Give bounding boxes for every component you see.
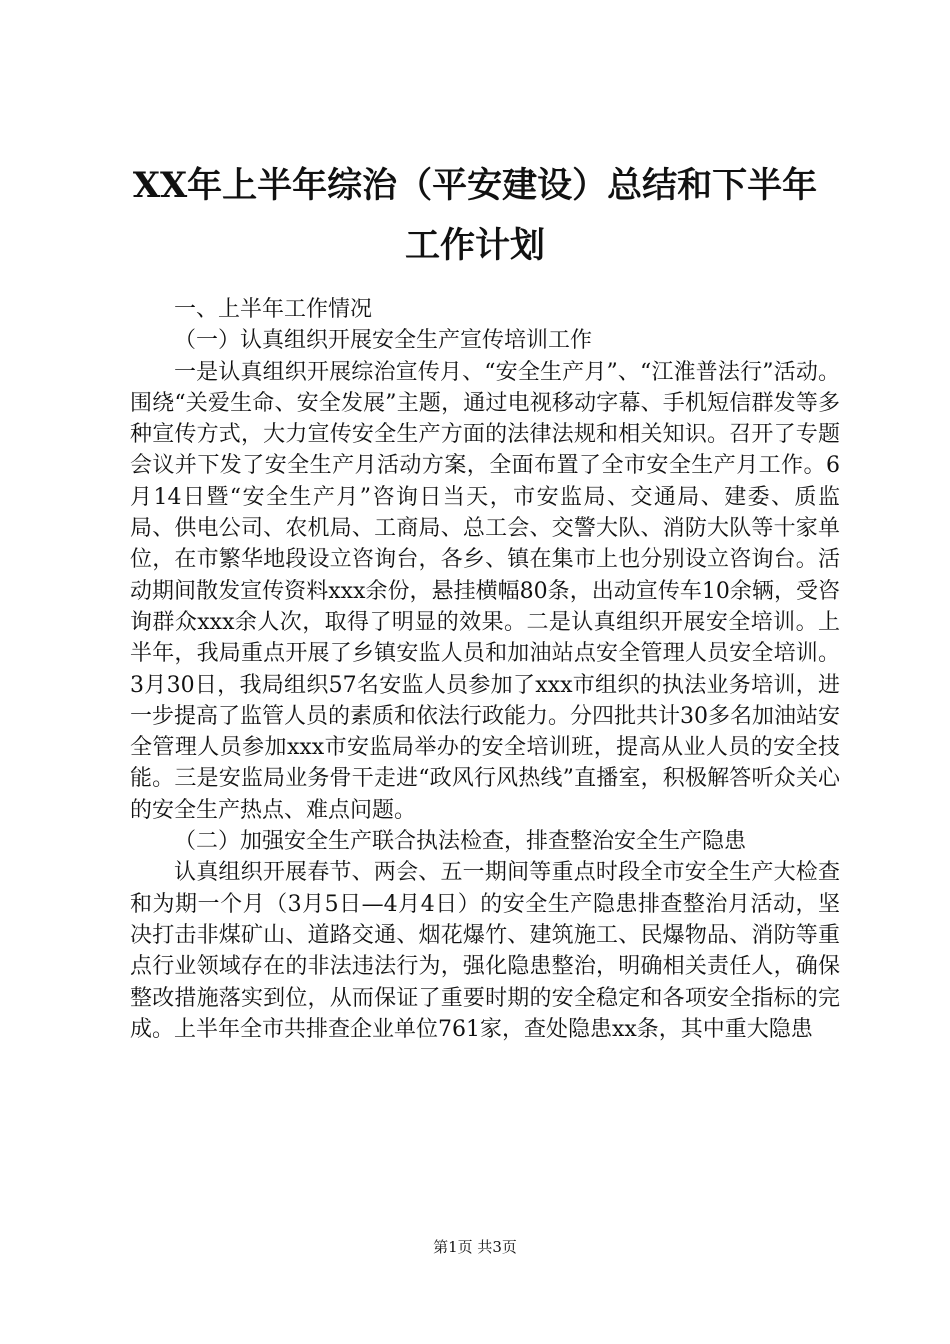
- section-heading: 一、上半年工作情况: [174, 297, 373, 322]
- body-paragraph: 认真组织开展春节、两会、五一期间等重点时段全市安全生产大检查和为期一个月（3月5日—4月4日）的安全生产隐患排查整治月活动，坚决打击非煤矿山、道路交通、烟花爆竹、建筑施工、民爆物品、消防等重点行业领域存在的非法违法行为，强化隐患整治，明确相关责任人，确保整改措施落实到位，从而保证了重要时期的安全稳定和各项安全指标的完成。上半年全市共排查企业单位761家，查处隐患xx条，其中重大隐患: [130, 860, 840, 1042]
- title-line-2: 工作计划: [404, 225, 545, 266]
- page-footer: 第1页 共3页: [433, 1238, 517, 1256]
- subsection-heading: （二）加强安全生产联合执法检查，排查整治安全生产隐患: [174, 829, 747, 855]
- body-paragraph: 一是认真组织开展综治宣传月、“安全生产月”、“江淮普法行”活动。围绕“关爱生命、安全发展”主题，通过电视移动字幕、手机短信群发等多种宣传方式，大力宣传安全生产方面的法律法规和相关知识。召开了专题会议并下发了安全生产月活动方案，全面布置了全市安全生产月工作。6月14日暨“安全生产月”咨询日当天，市安监局、交通局、建委、质监局、供电公司、农机局、工商局、总工会、交警大队、消防大队等十家单位，在市繁华地段设立咨询台，各乡、镇在集市上也分别设立咨询台。活动期间散发宣传资料xxx余份，悬挂横幅80条，出动宣传车10余辆，受咨询群众xxx余人次，取得了明显的效果。二是认真组织开展安全培训。上半年，我局重点开展了乡镇安监人员和加油站点安全管理人员安全培训。3月30日，我局组织57名安监人员参加了xxx市组织的执法业务培训，进一步提高了监管人员的素质和依法行政能力。分四批共计30多名加油站安全管理人员参加xxx市安监局举办的安全培训班，提高从业人员的安全技能。三是安监局业务骨干走进“政风行风热线”直播室，积极解答听众关心的安全生产热点、难点问题。: [130, 359, 840, 823]
- subsection-heading: （一）认真组织开展安全生产宣传培训工作: [174, 328, 593, 354]
- document-body: [130, 294, 840, 1045]
- title-line-1: XX年上半年综治（平安建设）总结和下半年: [132, 165, 818, 206]
- document-title: [100, 156, 850, 276]
